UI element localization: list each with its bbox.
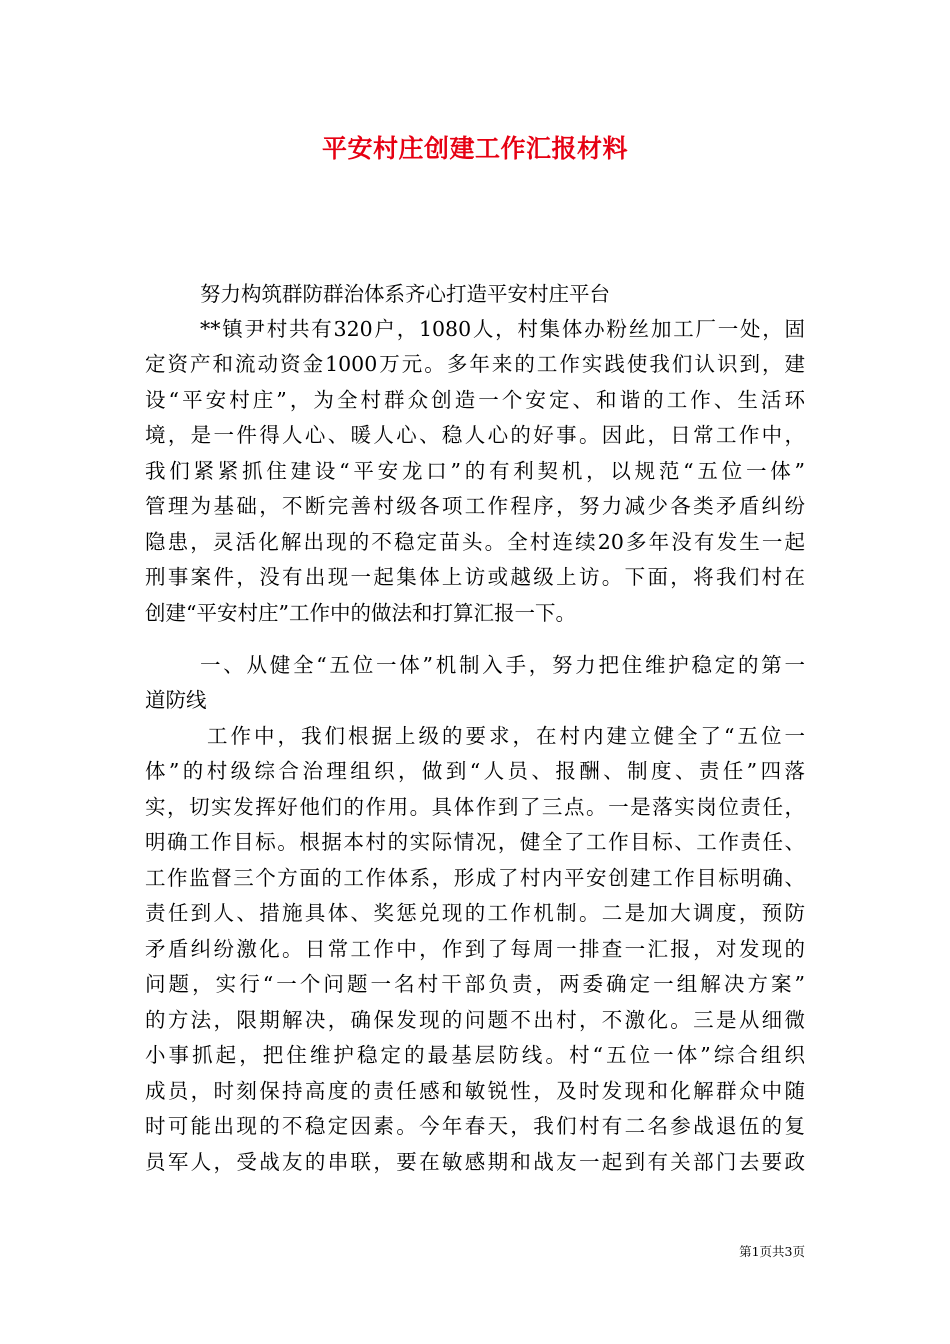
body-line: 隐患，灵活化解出现的不稳定苗头。全村连续20多年没有发生一起 [145, 530, 805, 554]
section-heading-line: 一、从健全“五位一体”机制入手，努力把住维护稳定的第一 [200, 653, 805, 677]
section-heading-line: 道防线 [145, 688, 207, 712]
body-line: 的方法，限期解决，确保发现的问题不出村，不激化。三是从细微 [145, 1008, 805, 1032]
body-line: 矛盾纠纷激化。日常工作中，作到了每周一排查一汇报，对发现的 [145, 937, 805, 961]
body-line: 问题，实行“一个问题一名村干部负责，两委确定一组解决方案” [145, 972, 805, 996]
body-line: 小事抓起，把住维护稳定的最基层防线。村“五位一体”综合组织 [145, 1043, 805, 1067]
body-line: 创建“平安村庄”工作中的做法和打算汇报一下。 [145, 601, 576, 625]
body-line: 境，是一件得人心、暖人心、稳人心的好事。因此，日常工作中， [145, 423, 805, 447]
body-line: 成员，时刻保持高度的责任感和敏锐性，及时发现和化解群众中随 [145, 1079, 805, 1103]
page-number: 第1页共3页 [739, 1244, 805, 1259]
body-line: 定资产和流动资金1000万元。多年来的工作实践使我们认识到，建 [145, 352, 805, 376]
body-line: 工作中，我们根据上级的要求，在村内建立健全了“五位一 [207, 724, 805, 748]
body-line: 明确工作目标。根据本村的实际情况，健全了工作目标、工作责任、 [145, 830, 805, 854]
body-line: **镇尹村共有320户，1080人，村集体办粉丝加工厂一处，固 [200, 317, 805, 341]
body-line: 实，切实发挥好他们的作用。具体作到了三点。一是落实岗位责任， [145, 795, 805, 819]
body-line: 工作监督三个方面的工作体系，形成了村内平安创建工作目标明确、 [145, 866, 805, 890]
body-line: 时可能出现的不稳定因素。今年春天，我们村有二名参战退伍的复 [145, 1114, 805, 1138]
body-line: 管理为基础，不断完善村级各项工作程序，努力减少各类矛盾纠纷 [145, 494, 805, 518]
body-line: 刑事案件，没有出现一起集体上访或越级上访。下面，将我们村在 [145, 565, 805, 589]
body-line: 设“平安村庄”，为全村群众创造一个安定、和谐的工作、生活环 [145, 388, 805, 412]
body-line: 责任到人、措施具体、奖惩兑现的工作机制。二是加大调度，预防 [145, 901, 805, 925]
body-line: 我们紧紧抓住建设“平安龙口”的有利契机，以规范“五位一体” [145, 459, 805, 483]
page-title: 平安村庄创建工作汇报材料 [321, 134, 628, 163]
body-line: 体”的村级综合治理组织，做到“人员、报酬、制度、责任”四落 [145, 759, 805, 783]
subtitle-line: 努力构筑群防群治体系齐心打造平安村庄平台 [200, 282, 610, 306]
body-line: 员军人，受战友的串联，要在敏感期和战友一起到有关部门去要政 [145, 1150, 805, 1174]
